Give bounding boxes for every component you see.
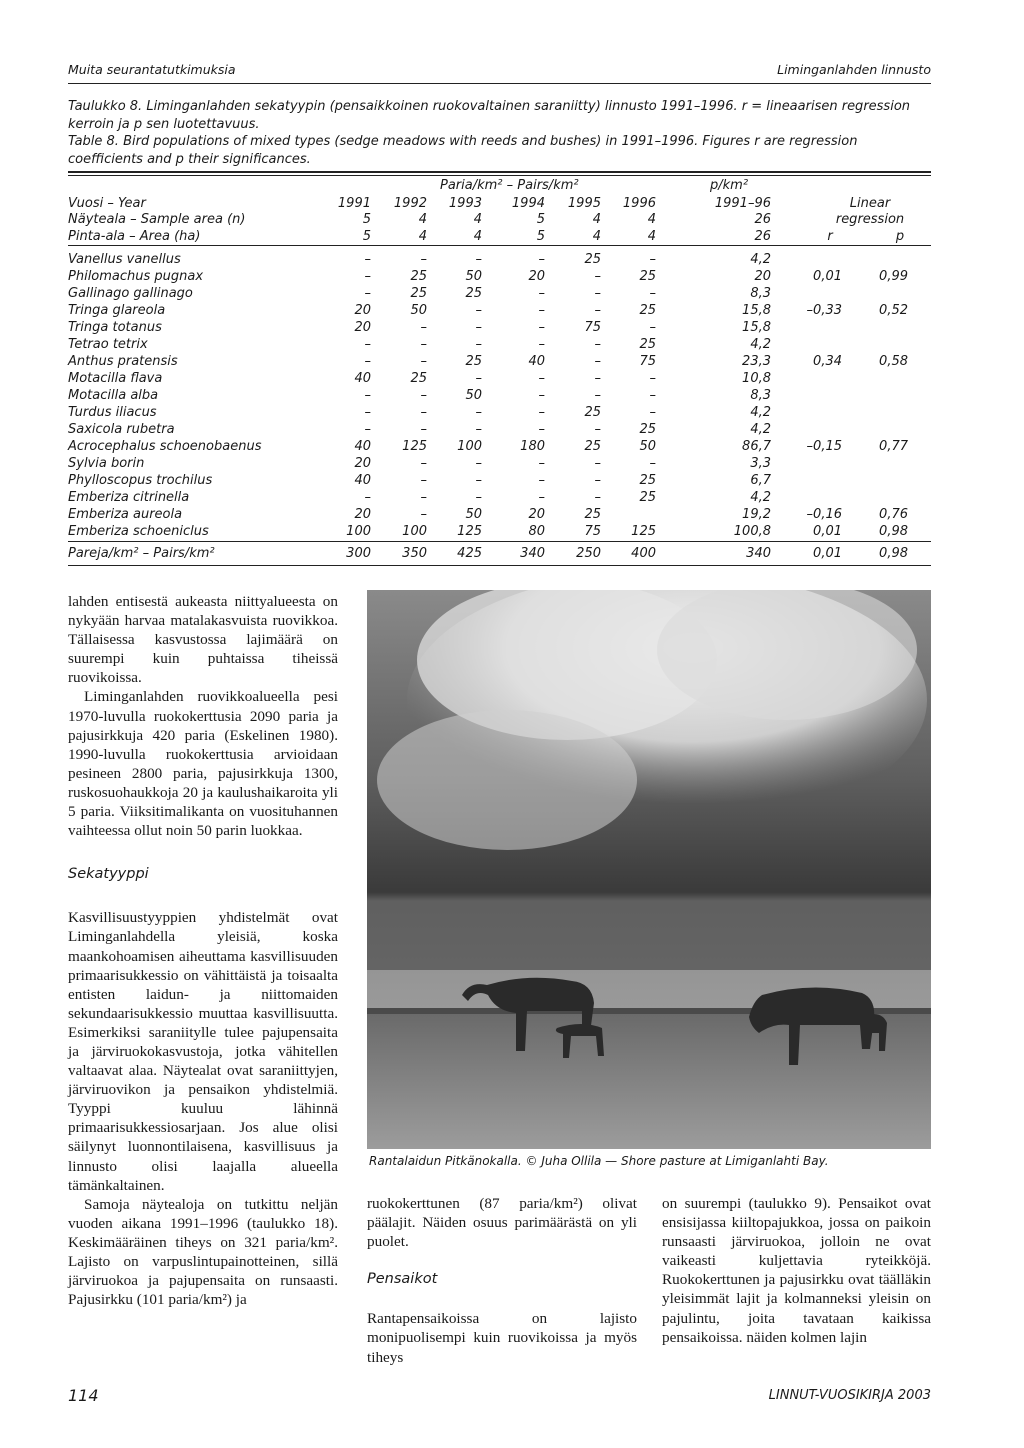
caption-en-label: Table 8.: [68, 134, 119, 149]
table-cell: 40: [354, 371, 371, 386]
table-cell: –: [420, 490, 427, 505]
header-regression: regression: [835, 212, 905, 227]
body-column-2: [367, 1194, 637, 1367]
table-cell: 100: [402, 524, 427, 539]
table-cell: –: [594, 456, 601, 471]
table-cell: –: [594, 269, 601, 284]
table-cell: 20: [528, 507, 545, 522]
table-cell: 25: [584, 252, 601, 267]
journal-name: LINNUT-VUOSIKIRJA 2003: [768, 1388, 931, 1403]
r-cell: 0,01: [813, 269, 842, 284]
table-top-rule: [68, 171, 931, 173]
header-year-label: Vuosi – Year: [68, 196, 146, 211]
total-cell: 250: [576, 546, 601, 561]
table-cell: –: [420, 252, 427, 267]
species-name: Vanellus vanellus: [68, 252, 181, 267]
pkm-cell: 4,2: [750, 422, 771, 437]
total-p: 0,98: [879, 546, 908, 561]
table-cell: –: [364, 354, 371, 369]
r-cell: 0,34: [813, 354, 842, 369]
body-column-3: [662, 1194, 931, 1347]
table-cell: –: [364, 405, 371, 420]
table-cell: 25: [639, 473, 656, 488]
table-cell: 125: [402, 439, 427, 454]
table-cell: 20: [354, 456, 371, 471]
table-cell: 50: [639, 439, 656, 454]
table-cell: 25: [639, 490, 656, 505]
header-rule: [68, 83, 931, 84]
table-cell: 180: [520, 439, 545, 454]
table-cell: –: [475, 252, 482, 267]
table-cell: –: [475, 337, 482, 352]
table-cell: 25: [639, 269, 656, 284]
table-cell: –: [364, 252, 371, 267]
table-cell: –: [420, 422, 427, 437]
table-cell: –: [475, 456, 482, 471]
p-cell: 0,99: [879, 269, 908, 284]
header-area-value: 5: [362, 229, 371, 244]
table-cell: 50: [465, 269, 482, 284]
r-cell: –0,33: [806, 303, 842, 318]
species-name: Philomachus pugnax: [68, 269, 204, 284]
table-cell: –: [364, 490, 371, 505]
species-name: Emberiza schoeniclus: [68, 524, 209, 539]
table-cell: 75: [584, 320, 601, 335]
header-sample-value: 4: [592, 212, 601, 227]
header-sample-value: 4: [647, 212, 656, 227]
table-cell: –: [364, 286, 371, 301]
col1-paragraph-2: Liminganlahden ruovikkoalueella pesi 1970-luvulla ruokokerttusia 2090 paria ja pajusirkkuja 420 paria (Eskelinen 1980). 1990-luvulla ruokokerttusia arvioidaan pesineen 2800 paria, pajusirkkuja 1300, ruskosuohaukkoja 20 ja kaulushaikaroita yli 5 paria. Viiksitimalikanta on vuosituhannen vaihteessa ollut noin 50 parin luokkaa.: [68, 688, 338, 840]
table-cell: –: [594, 473, 601, 488]
table-cell: –: [475, 422, 482, 437]
table-cell: –: [364, 269, 371, 284]
header-year: 1991–96: [714, 196, 771, 211]
table-cell: 50: [465, 507, 482, 522]
table-cell: 25: [639, 422, 656, 437]
species-name: Tringa totanus: [68, 320, 162, 335]
table-cell: –: [420, 473, 427, 488]
header-area-label: Pinta-ala – Area (ha): [68, 229, 201, 244]
r-cell: –0,15: [806, 439, 842, 454]
table-cell: 25: [465, 354, 482, 369]
header-area-value: 5: [536, 229, 545, 244]
table-cell: –: [594, 490, 601, 505]
table-cell: –: [649, 405, 656, 420]
header-linear: Linear: [849, 196, 891, 211]
table-cell: 50: [465, 388, 482, 403]
header-p: p: [895, 229, 905, 244]
col1-paragraph-1: lahden entisestä aukeasta niittyalueesta on nykyään harvaa matalakasvuista ruovikkoa. Tällaisessa kasvustossa lajimäärä on suurempi kuin puhtaissa tiheissä ruovikoissa.: [68, 593, 338, 687]
table-cell: –: [594, 371, 601, 386]
species-name: Phylloscopus trochilus: [68, 473, 213, 488]
table-cell: –: [475, 405, 482, 420]
total-cell: 425: [457, 546, 482, 561]
table-cell: 50: [410, 303, 427, 318]
table-cell: 25: [410, 286, 427, 301]
table-cell: –: [364, 388, 371, 403]
table-cell: 20: [354, 320, 371, 335]
pkm-cell: 20: [754, 269, 771, 284]
table-cell: 40: [354, 439, 371, 454]
table-cell: –: [594, 337, 601, 352]
table-cell: –: [538, 286, 545, 301]
table-cell: –: [475, 303, 482, 318]
header-group-label: Paria/km² – Pairs/km²: [440, 178, 579, 193]
pkm-cell: 86,7: [742, 439, 771, 454]
species-name: Emberiza citrinella: [68, 490, 190, 505]
header-sample-value: 5: [362, 212, 371, 227]
table-cell: 100: [457, 439, 482, 454]
table-cell: 25: [584, 439, 601, 454]
header-sample-value: 4: [473, 212, 482, 227]
species-name: Emberiza aureola: [68, 507, 183, 522]
table-cell: –: [475, 320, 482, 335]
table-cell: 25: [639, 337, 656, 352]
table-cell: –: [594, 422, 601, 437]
table-cell: 80: [528, 524, 545, 539]
table-cell: –: [538, 405, 545, 420]
table-cell: 20: [528, 269, 545, 284]
pkm-cell: 3,3: [750, 456, 771, 471]
table-cell: –: [420, 456, 427, 471]
table-cell: –: [649, 286, 656, 301]
table-cell: –: [420, 507, 427, 522]
table-cell: –: [538, 388, 545, 403]
col2-paragraph-2: Rantapensaikoissa on lajisto monipuolisempi kuin ruovikoissa ja myös tiheys: [367, 1310, 637, 1366]
table-cell: –: [538, 490, 545, 505]
total-r: 0,01: [813, 546, 842, 561]
table-cell: –: [594, 354, 601, 369]
table-cell: 100: [346, 524, 371, 539]
table-cell: –: [538, 320, 545, 335]
header-area-value: 26: [754, 229, 771, 244]
species-name: Turdus iliacus: [68, 405, 157, 420]
table-cell: –: [649, 456, 656, 471]
header-year: 1994: [511, 196, 545, 211]
table-cell: –: [538, 456, 545, 471]
species-name: Sylvia borin: [68, 456, 145, 471]
total-label: Pareja/km² – Pairs/km²: [68, 546, 215, 561]
total-cell: 350: [402, 546, 427, 561]
table-cell: –: [420, 405, 427, 420]
table-cell: –: [538, 252, 545, 267]
section-heading-sekatyyppi: Sekatyyppi: [68, 866, 149, 883]
table-cell: –: [538, 303, 545, 318]
species-name: Anthus pratensis: [68, 354, 178, 369]
pkm-cell: 19,2: [742, 507, 771, 522]
table-cell: 75: [639, 354, 656, 369]
header-area-value: 4: [418, 229, 427, 244]
col1-paragraph-3: Kasvillisuustyyppien yhdistelmät ovat Liminganlahdella yleisiä, koska maankohoamisen aiheuttama kasvillisuuden primaarisukkessio on vähittäistä ja toisaalta entisten laidun- ja niittomaiden sekundaarisukkessio muuttaa kasvillisuutta. Esimerkiksi saraniitylle tulee pajupensaita ja järviruokokasvustoja, jotka vähitellen valtaavat alaa. Näytealat ovat saraniittyjen, järviruovikon ja pensaikon yhdistelmiä. Tyyppi kuuluu lähinnä primaarisukkessiosarjaan. Jos alue olisi säilynyt luonnontilaisena, kasvillisuus ja linnusto olisi laajalla alueella tämänkaltainen.: [68, 909, 338, 1194]
header-year: 1993: [448, 196, 482, 211]
p-cell: 0,98: [879, 524, 908, 539]
body-column-1: [68, 592, 338, 1309]
table-cell: –: [538, 473, 545, 488]
table-cell: 25: [410, 371, 427, 386]
running-header-left: Muita seurantatutkimuksia: [68, 62, 236, 77]
pkm-cell: 4,2: [750, 252, 771, 267]
table-cell: –: [475, 473, 482, 488]
table-cell: –: [420, 388, 427, 403]
table-cell: 25: [584, 405, 601, 420]
table-cell: 75: [584, 524, 601, 539]
pkm-cell: 8,3: [750, 286, 771, 301]
col1-paragraph-4: Samoja näytealoja on tutkittu neljän vuoden aikana 1991–1996 (taulukko 18). Keskimääräinen tiheys on 321 paria/km². Lajisto on varpuslintupainotteinen, sillä järviruokoa ja pajupensaita on runsaasti. Pajusirkku (101 paria/km²) ja: [68, 1195, 338, 1309]
header-sample-value: 4: [418, 212, 427, 227]
pkm-cell: 4,2: [750, 337, 771, 352]
table-top-rule-2: [68, 175, 931, 176]
table-caption: [68, 98, 931, 168]
header-year: 1996: [622, 196, 656, 211]
col3-paragraph-1: on suurempi (taulukko 9). Pensaikot ovat ensisijassa kiiltopajukkoa, jossa on paikoin runsaasti järviruokoa, jolloin ne ovat vaikeasti kuljettavia ryteikköjä. Ruokokerttunen ja pajusirkku ovat täälläkin yleisimmät lajit ja kolmanneksi yleisin on pajulintu, joita tavataan kaikissa pensaikoissa. näiden kolmen lajin: [662, 1195, 931, 1346]
pkm-cell: 15,8: [742, 320, 771, 335]
pkm-cell: 100,8: [733, 524, 771, 539]
running-header-right: Liminganlahden linnusto: [777, 62, 931, 77]
table-cell: –: [594, 286, 601, 301]
table-cell: 25: [410, 269, 427, 284]
table-cell: –: [538, 422, 545, 437]
table-cell: –: [420, 320, 427, 335]
table-cell: –: [649, 320, 656, 335]
header-r: r: [827, 229, 833, 244]
header-area-value: 4: [592, 229, 601, 244]
species-name: Tetrao tetrix: [68, 337, 148, 352]
pkm-cell: 10,8: [742, 371, 771, 386]
table-cell: –: [538, 337, 545, 352]
species-name: Motacilla flava: [68, 371, 163, 386]
caption-fi-text: Liminganlahden sekatyypin (pensaikkoinen ruokovaltainen saraniitty) linnusto 1991–1996. r = lineaarisen regression kerroin ja p sen luotettavuus.: [68, 99, 911, 132]
table-cell: –: [364, 337, 371, 352]
pkm-cell: 4,2: [750, 405, 771, 420]
table-cell: 40: [354, 473, 371, 488]
total-cell: 400: [631, 546, 656, 561]
shore-pasture-photo: [367, 590, 931, 1149]
species-name: Acrocephalus schoenobaenus: [68, 439, 262, 454]
table-cell: 40: [528, 354, 545, 369]
header-sample-value: 5: [536, 212, 545, 227]
p-cell: 0,52: [879, 303, 908, 318]
photo-caption: Rantalaidun Pitkänokalla. © Juha Ollila — Shore pasture at Limiganlahti Bay.: [369, 1154, 829, 1168]
table-header-rule: [68, 245, 931, 246]
header-year: 1991: [337, 196, 371, 211]
table-cell: –: [364, 422, 371, 437]
species-name: Saxicola rubetra: [68, 422, 175, 437]
table-cell: –: [475, 490, 482, 505]
species-name: Motacilla alba: [68, 388, 159, 403]
table-bottom-rule: [68, 565, 931, 566]
table-cell: 25: [639, 303, 656, 318]
table-cell: –: [594, 388, 601, 403]
table-cell: –: [649, 371, 656, 386]
table-cell: –: [420, 354, 427, 369]
pkm-cell: 23,3: [742, 354, 771, 369]
pkm-cell: 6,7: [750, 473, 771, 488]
table-cell: 125: [457, 524, 482, 539]
page-number: 114: [68, 1386, 99, 1405]
caption-fi-label: Taulukko 8.: [68, 99, 143, 114]
pkm-cell: 4,2: [750, 490, 771, 505]
header-area-value: 4: [647, 229, 656, 244]
header-sample-value: 26: [754, 212, 771, 227]
table-cell: –: [649, 252, 656, 267]
section-heading-pensaikot: Pensaikot: [367, 1271, 438, 1288]
table-cell: –: [420, 337, 427, 352]
species-name: Gallinago gallinago: [68, 286, 193, 301]
header-year: 1992: [393, 196, 427, 211]
p-cell: 0,76: [879, 507, 908, 522]
col2-paragraph-1: ruokokerttunen (87 paria/km²) olivat päälajit. Näiden osuus parimäärästä on yli puolet.: [367, 1195, 637, 1251]
p-cell: 0,58: [879, 354, 908, 369]
table-cell: 20: [354, 507, 371, 522]
table-cell: 20: [354, 303, 371, 318]
table-cell: –: [538, 371, 545, 386]
r-cell: 0,01: [813, 524, 842, 539]
header-pkm-label: p/km²: [710, 178, 749, 193]
p-cell: 0,77: [879, 439, 908, 454]
header-year: 1995: [567, 196, 601, 211]
pkm-cell: 8,3: [750, 388, 771, 403]
table-total-rule: [68, 541, 931, 542]
pkm-cell: 15,8: [742, 303, 771, 318]
table-cell: 25: [465, 286, 482, 301]
table-cell: 125: [631, 524, 656, 539]
total-cell: 340: [520, 546, 545, 561]
caption-en-text: Bird populations of mixed types (sedge meadows with reeds and bushes) in 1991–1996. Figures r are regression coefficients and p their significances.: [68, 134, 858, 167]
table-cell: –: [649, 388, 656, 403]
total-pkm: 340: [746, 546, 771, 561]
species-name: Tringa glareola: [68, 303, 166, 318]
r-cell: –0,16: [806, 507, 842, 522]
table-cell: 25: [584, 507, 601, 522]
table-cell: –: [594, 303, 601, 318]
header-sample-label: Näyteala – Sample area (n): [68, 212, 246, 227]
header-area-value: 4: [473, 229, 482, 244]
total-cell: 300: [346, 546, 371, 561]
table-cell: –: [475, 371, 482, 386]
